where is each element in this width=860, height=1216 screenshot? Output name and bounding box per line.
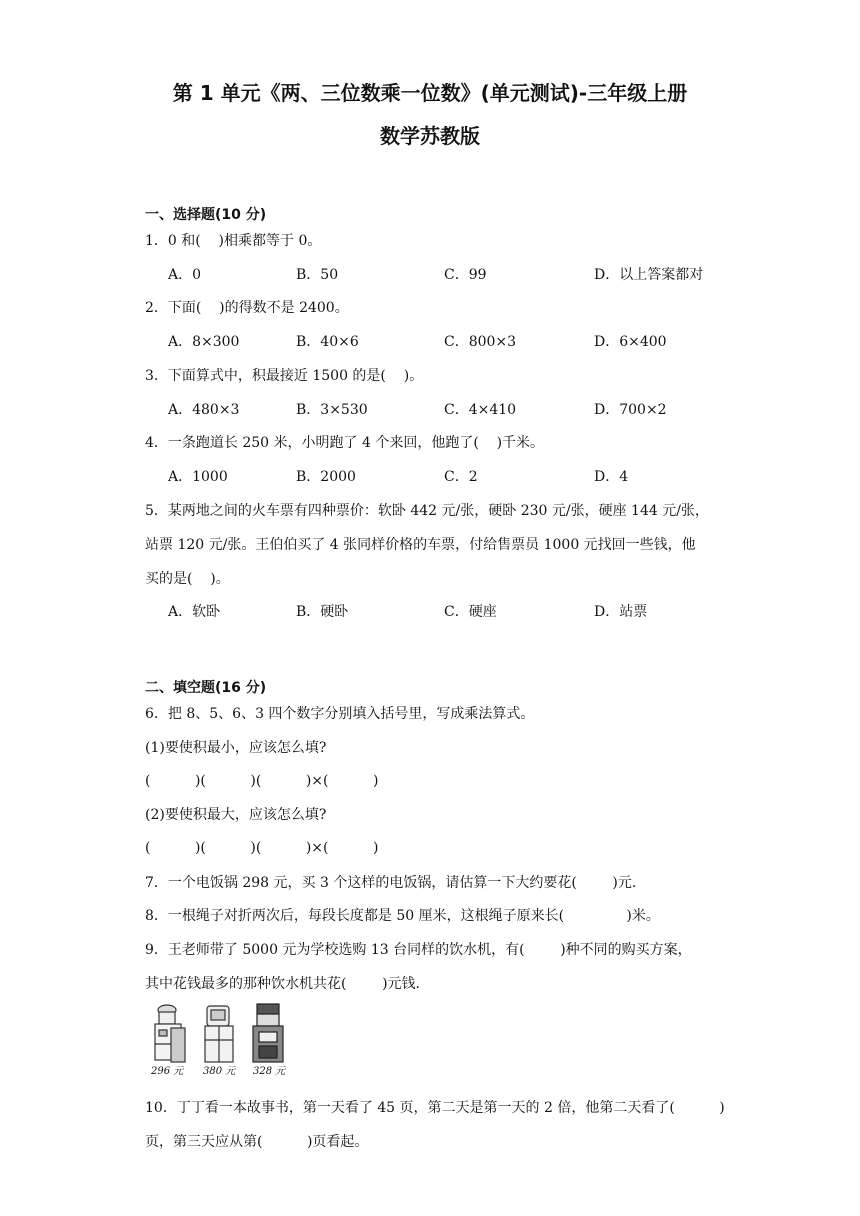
- question-1-option-b: B．50: [296, 267, 339, 283]
- question-1-option-d: D．以上答案都对: [594, 267, 704, 283]
- question-5-option-c: C．硬座: [444, 604, 497, 620]
- page-title-line1: 第 1 单元《两、三位数乘一位数》(单元测试)-三年级上册: [172, 81, 688, 105]
- question-9-stem-line2: 其中花钱最多的那种饮水机共花( )元钱．: [145, 976, 430, 992]
- question-3-option-b: B．3×530: [296, 402, 368, 418]
- question-6-stem: 6．把 8、5、6、3 四个数字分别填入括号里，写成乘法算式。: [145, 706, 535, 722]
- question-4-option-a: A．1000: [168, 469, 228, 485]
- question-6-part2: (2)要使积最大，应该怎么填?: [145, 807, 327, 823]
- section-heading-fill: 二、填空题(16 分): [145, 680, 267, 696]
- question-8-stem: 8．一根绳子对折两次后，每段长度都是 50 厘米，这根绳子原来长( )米。: [145, 908, 660, 924]
- question-1-option-c: C．99: [444, 267, 487, 283]
- page-title-line2: 数学苏教版: [380, 124, 480, 148]
- question-6-part1: (1)要使积最小，应该怎么填?: [145, 740, 327, 756]
- question-2-stem: 2．下面( )的得数不是 2400。: [145, 300, 349, 316]
- question-3-option-c: C．4×410: [444, 402, 517, 418]
- question-9-stem-line1: 9．王老师带了 5000 元为学校选购 13 台同样的饮水机，有( )种不同的购买方案，: [145, 942, 692, 958]
- question-4-option-c: C．2: [444, 469, 478, 485]
- question-2-option-b: B．40×6: [296, 334, 359, 350]
- question-4-stem: 4．一条跑道长 250 米，小明跑了 4 个来回，他跑了( )千米。: [145, 435, 545, 451]
- price-label-1: 296 元: [151, 1066, 184, 1077]
- water-dispenser-illustration: [145, 1000, 300, 1082]
- price-label-2: 380 元: [203, 1066, 236, 1077]
- question-2-option-a: A．8×300: [168, 334, 240, 350]
- water-dispenser-3-icon: [253, 1004, 283, 1062]
- question-6-part2-blanks: ( )( )( )×( ): [145, 840, 379, 856]
- question-5-stem-line3: 买的是( )。: [145, 571, 230, 587]
- price-label-3: 328 元: [253, 1066, 286, 1077]
- question-4-option-b: B．2000: [296, 469, 356, 485]
- question-10-stem-line1: 10．丁丁看一本故事书，第一天看了 45 页，第二天是第一天的 2 倍，他第二天看了( ): [145, 1100, 725, 1116]
- question-2-option-d: D．6×400: [594, 334, 667, 350]
- question-5-stem-line2: 站票 120 元/张。王伯伯买了 4 张同样价格的车票，付给售票员 1000 元找回一些钱，他: [145, 537, 696, 553]
- question-6-part1-blanks: ( )( )( )×( ): [145, 773, 379, 789]
- question-2-option-c: C．800×3: [444, 334, 517, 350]
- water-dispenser-1-icon: [155, 1005, 185, 1062]
- question-5-option-b: B．硬卧: [296, 604, 349, 620]
- question-3-option-d: D．700×2: [594, 402, 667, 418]
- question-3-stem: 3．下面算式中，积最接近 1500 的是( )。: [145, 368, 424, 384]
- question-1-option-a: A．0: [168, 267, 202, 283]
- question-3-option-a: A．480×3: [168, 402, 240, 418]
- question-7-stem: 7．一个电饭锅 298 元，买 3 个这样的电饭锅，请估算一下大约要花( )元．: [145, 875, 646, 891]
- water-dispenser-2-icon: [205, 1006, 233, 1062]
- question-1-stem: 1．0 和( )相乘都等于 0。: [145, 233, 322, 249]
- question-5-option-a: A．软卧: [168, 604, 221, 620]
- question-5-stem-line1: 5．某两地之间的火车票有四种票价：软卧 442 元/张，硬卧 230 元/张，硬座 144 元/张，: [145, 503, 709, 519]
- question-5-option-d: D．站票: [594, 604, 648, 620]
- section-heading-choice: 一、选择题(10 分): [145, 207, 267, 223]
- question-4-option-d: D．4: [594, 469, 629, 485]
- question-10-stem-line2: 页，第三天应从第( )页看起。: [145, 1134, 369, 1150]
